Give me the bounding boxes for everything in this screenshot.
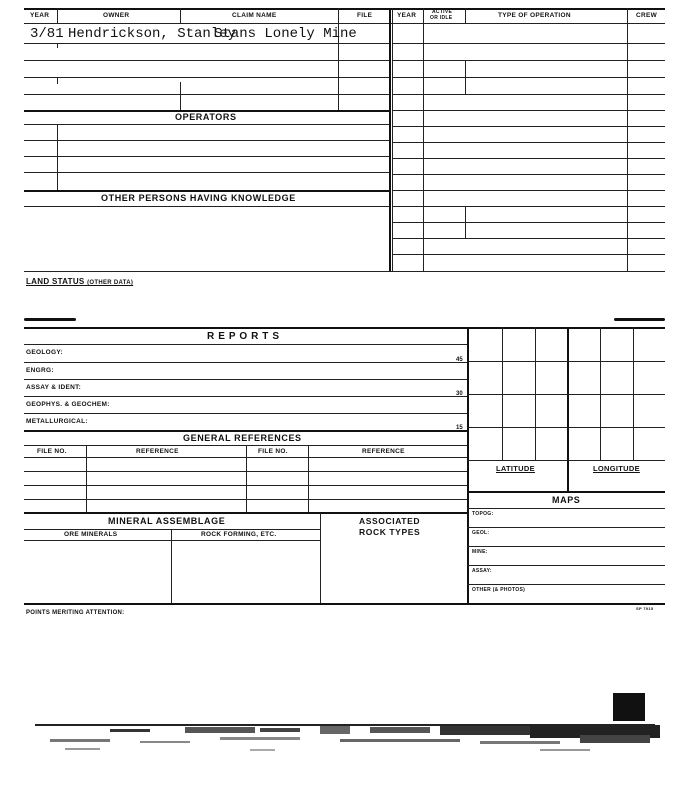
top-border	[24, 8, 665, 10]
latitude-label: LATITUDE	[496, 464, 535, 473]
gen-ref-reference: REFERENCE	[136, 448, 179, 455]
maps-top-rule	[467, 491, 665, 493]
report-assay-label: ASSAY & IDENT:	[26, 384, 82, 391]
header-type-of-operation: TYPE OF OPERATION	[498, 12, 571, 19]
gen-ref-col-line	[86, 445, 87, 512]
maps-mine: MINE:	[472, 549, 488, 555]
col-sep	[57, 8, 58, 23]
left-right-divider-inner	[392, 8, 393, 272]
coord-grid-line	[467, 460, 665, 461]
mineral-col-line	[171, 529, 172, 603]
top-section-bottom-rule	[24, 271, 665, 272]
entry-claim-name: Stans Lonely Mine	[214, 26, 357, 42]
form-number: SP 7915	[636, 606, 654, 611]
maps-geol: GEOL:	[472, 530, 490, 536]
col-sep	[180, 8, 181, 23]
mineral-top-rule	[24, 512, 467, 514]
operators-col-line	[57, 124, 58, 190]
right-row-rule	[392, 126, 665, 127]
gen-ref-file-no: FILE NO.	[37, 448, 67, 455]
header-year-right: YEAR	[397, 12, 417, 19]
row-rule	[467, 527, 665, 528]
row-rule	[24, 172, 389, 173]
coord-grid-line	[467, 427, 665, 428]
row-rule	[24, 140, 389, 141]
right-row-rule	[392, 158, 665, 159]
row-rule	[24, 529, 320, 530]
report-geology-label: GEOLOGY:	[26, 349, 63, 356]
gen-ref-reference-2: REFERENCE	[362, 448, 405, 455]
row-rule	[24, 344, 467, 345]
entry-owner: Hendrickson, Stanley	[68, 26, 237, 42]
associated-col-line	[320, 513, 321, 603]
header-owner: OWNER	[103, 12, 130, 19]
associated-label-2: ROCK TYPES	[359, 527, 421, 537]
gen-ref-top-rule	[24, 430, 467, 432]
right-row-rule	[392, 43, 665, 44]
gen-ref-col-line	[308, 445, 309, 512]
points-meriting-attention: POINTS MERITING ATTENTION:	[26, 610, 125, 616]
ore-minerals-label: ORE MINERALS	[64, 531, 118, 538]
header-year: YEAR	[30, 12, 50, 19]
row-rule	[24, 396, 467, 397]
header-or-idle: OR IDLE	[430, 15, 453, 21]
report-assay-num: 30	[456, 391, 463, 397]
row-rule	[24, 156, 389, 157]
row-rule	[24, 413, 467, 414]
entry-year: 3/81	[30, 26, 64, 42]
coord-grid-divider	[567, 327, 569, 491]
report-metallurgical-label: METALLURGICAL:	[26, 418, 88, 425]
coord-grid-line	[467, 361, 665, 362]
row-rule	[24, 206, 389, 207]
maps-other: OTHER (& PHOTOS)	[472, 587, 526, 593]
report-engrg-label: ENGRG:	[26, 367, 54, 374]
reports-heading: R E P O R T S	[207, 331, 280, 342]
operators-heading: OPERATORS	[175, 112, 237, 122]
other-persons-heading: OTHER PERSONS HAVING KNOWLEDGE	[101, 193, 296, 203]
row-rule	[24, 43, 389, 44]
right-row-rule	[392, 254, 665, 255]
left-right-divider	[389, 8, 391, 272]
row-rule	[467, 565, 665, 566]
land-status-label: LAND STATUS (OTHER DATA)	[26, 277, 134, 286]
row-rule	[24, 379, 467, 380]
right-row-rule	[392, 142, 665, 143]
report-geophys-label: GEOPHYS. & GEOCHEM:	[26, 401, 110, 408]
right-row-rule	[392, 110, 665, 111]
maps-assay: ASSAY:	[472, 568, 492, 574]
col-stub	[180, 82, 181, 110]
row-rule	[24, 362, 467, 363]
right-row-rule	[392, 77, 665, 78]
row-rule	[24, 60, 389, 61]
edge-mark	[24, 318, 76, 321]
col-sep	[423, 8, 424, 272]
header-file: FILE	[357, 12, 373, 19]
row-rule	[24, 540, 320, 541]
col-sep	[627, 8, 628, 272]
col-sep	[338, 8, 339, 23]
gen-ref-col-line	[246, 445, 247, 512]
reports-right-divider	[467, 327, 469, 603]
col-stub	[465, 206, 466, 238]
col-stub	[465, 60, 466, 94]
row-rule	[24, 77, 389, 78]
right-row-rule	[392, 94, 665, 95]
header-crew: CREW	[636, 12, 658, 19]
header-bottom-rule	[24, 23, 665, 24]
maps-heading: MAPS	[552, 495, 581, 505]
right-row-rule	[392, 60, 665, 61]
right-row-rule	[392, 190, 665, 191]
other-persons-top-rule	[24, 190, 389, 192]
right-row-rule	[392, 222, 665, 223]
row-rule	[24, 94, 389, 95]
associated-label-1: ASSOCIATED	[359, 516, 421, 526]
header-claim-name: CLAIM NAME	[232, 12, 277, 19]
coord-grid-line	[467, 394, 665, 395]
scan-noise-strip	[20, 715, 670, 775]
col-stub	[57, 44, 58, 48]
row-rule	[24, 124, 389, 125]
report-geology-num: 45	[456, 357, 463, 363]
right-row-rule	[392, 206, 665, 207]
mineral-assemblage-heading: MINERAL ASSEMBLAGE	[108, 516, 226, 526]
file-col-line	[338, 23, 339, 111]
col-sep	[465, 8, 466, 23]
maps-topog: TOPOG:	[472, 511, 494, 517]
row-rule	[467, 546, 665, 547]
col-stub	[57, 78, 58, 84]
edge-mark	[614, 318, 665, 321]
row-rule	[467, 508, 665, 509]
reports-bottom-border	[24, 603, 665, 605]
rock-forming-label: ROCK FORMING, ETC.	[201, 531, 277, 538]
longitude-label: LONGITUDE	[593, 464, 640, 473]
report-metallurgical-num: 15	[456, 425, 463, 431]
gen-ref-file-no-2: FILE NO.	[258, 448, 288, 455]
general-references-heading: GENERAL REFERENCES	[183, 433, 302, 443]
row-rule	[467, 584, 665, 585]
header-active: ACTIVE	[432, 9, 453, 15]
right-row-rule	[392, 174, 665, 175]
right-row-rule	[392, 238, 665, 239]
